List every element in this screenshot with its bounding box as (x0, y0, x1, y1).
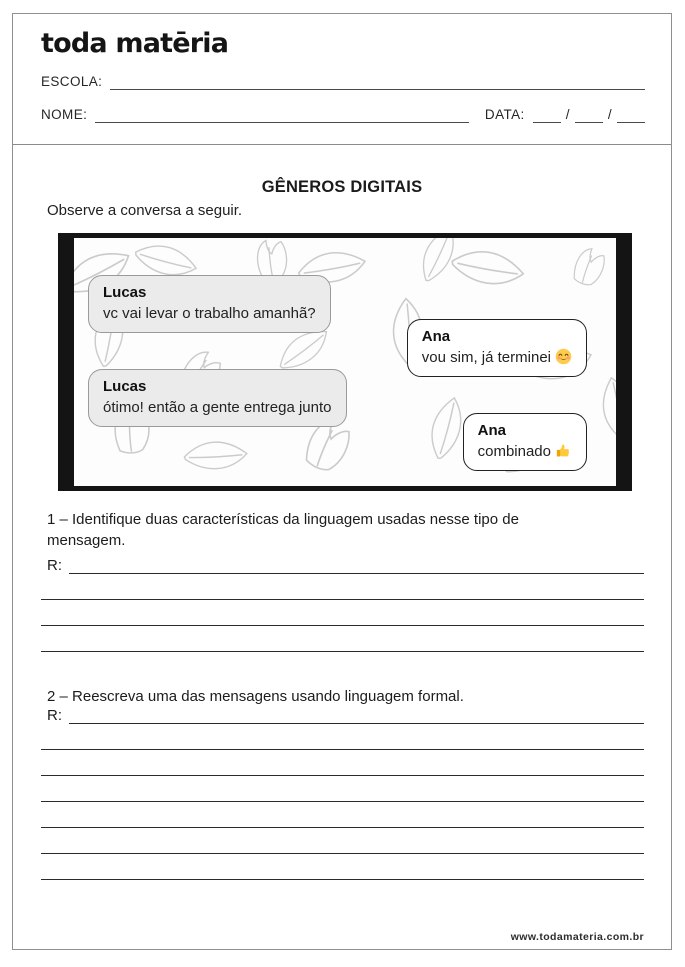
chat-bubble-lucas-2 (88, 369, 347, 427)
thumbs-up-emoji-icon (555, 442, 572, 459)
chat-illustration (58, 233, 632, 491)
chat-sender: Ana (421, 328, 451, 345)
chat-sender: Lucas (103, 378, 147, 395)
chat-background (74, 238, 616, 486)
answer-line[interactable] (69, 720, 644, 724)
answer-prefix: R: (47, 557, 62, 574)
date-separator: / (607, 107, 612, 122)
chat-bubble-ana-2 (463, 413, 587, 471)
page-title: GÊNEROS DIGITAIS (261, 178, 423, 196)
chat-message-text: vou sim, já terminei (421, 349, 551, 366)
school-input-line[interactable] (110, 76, 645, 90)
answer-line[interactable] (41, 600, 644, 626)
question-2-text: 2 – Reescreva uma das mensagens usando linguagem formal. (47, 688, 464, 705)
date-day-line[interactable] (533, 109, 561, 123)
question-1-answer-area (41, 557, 644, 652)
chat-message-text: combinado (477, 443, 551, 460)
chat-message (478, 441, 572, 462)
chat-sender: Lucas (103, 284, 147, 301)
name-input-line[interactable] (95, 109, 469, 123)
answer-line[interactable] (41, 750, 644, 776)
name-label: NOME: (41, 107, 88, 122)
answer-line[interactable] (41, 828, 644, 854)
answer-line[interactable] (69, 570, 644, 574)
answer-line[interactable] (41, 626, 644, 652)
answer-prefix-row (41, 557, 644, 574)
school-label: ESCOLA: (41, 74, 103, 89)
worksheet-page (12, 13, 672, 950)
date-label: DATA: (484, 107, 525, 122)
date-month-line[interactable] (575, 109, 603, 123)
intro-text: Observe a conversa a seguir. (47, 202, 243, 219)
smiling-face-emoji-icon (555, 348, 572, 365)
answer-prefix: R: (47, 707, 62, 724)
question-2-answer-area (41, 707, 644, 880)
answer-line[interactable] (41, 724, 644, 750)
date-year-line[interactable] (617, 109, 645, 123)
brand-logo: toda matēria (41, 28, 229, 59)
chat-sender: Ana (477, 422, 506, 439)
school-row (41, 74, 645, 90)
chat-bubble-lucas-1 (88, 275, 331, 333)
answer-line[interactable] (41, 802, 644, 828)
chat-message (422, 347, 572, 368)
chat-bubble-ana-1 (407, 319, 587, 377)
answer-prefix-row (41, 707, 644, 724)
question-1-text: 1 – Identifique duas características da linguagem usadas nesse tipo de mensagem. (47, 511, 519, 549)
name-date-row (41, 107, 645, 123)
answer-line[interactable] (41, 776, 644, 802)
footer-url: www.todamateria.com.br (510, 931, 644, 943)
chat-message: vc vai levar o trabalho amanhã? (103, 305, 316, 322)
date-separator: / (565, 107, 570, 122)
answer-line[interactable] (41, 854, 644, 880)
header-divider (13, 144, 671, 145)
answer-line[interactable] (41, 574, 644, 600)
chat-message: ótimo! então a gente entrega junto (103, 399, 332, 416)
